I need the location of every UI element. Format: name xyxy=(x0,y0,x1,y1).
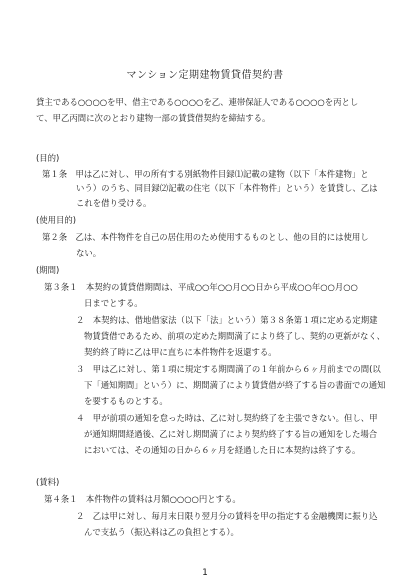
section-heading-use: (使用目的) xyxy=(36,215,77,225)
page-number: 1 xyxy=(202,568,208,578)
article-line: ２ 乙は甲に対し、毎月末日限り翌月分の賃料を甲の指定する金融機関に振り込 xyxy=(76,511,378,521)
article-line: ２ 本契約は、借地借家法（以下「法」という）第３８条第１項に定める定期建 xyxy=(76,315,378,325)
article-line: いう）のうち、同目録⑵記載の住宅（以下「本件物件」という）を賃貸し、乙は xyxy=(76,183,378,193)
article-line: 日までとする。 xyxy=(84,298,143,308)
article-line: んで支払う（振込料は乙の負担とする）。 xyxy=(84,527,239,537)
article-line: 第３条１ 本契約の賃貸借期間は、平成○○年○○月○○日から平成○○年○○月○○ xyxy=(44,282,358,292)
section-heading-term: (期間) xyxy=(36,265,60,275)
article-line: においては、その通知の日から６ヶ月を経過した日に本契約は終了する。 xyxy=(84,445,361,455)
intro-line: て、甲乙丙間に次のとおり建物一部の賃貸借契約を締結する。 xyxy=(36,113,271,123)
article-line: 下「通知期間」という）に、期間満了により賃貸借が終了する旨の書面での通知 xyxy=(84,380,386,390)
article-line: ３ 甲は乙に対し、第１項に規定する期間満了の１年前から６ヶ月前までの間(以 xyxy=(76,364,381,374)
section-heading-rent: (賃料) xyxy=(36,477,60,487)
article-line: ない。 xyxy=(76,248,102,258)
article-line: これを借り受ける。 xyxy=(76,198,152,208)
article-line: 物賃貸借であるため、前項の定めた期間満了により終了し、契約の更新がなく、 xyxy=(84,331,385,341)
article-line: を要するものとする。 xyxy=(84,396,168,406)
section-heading-purpose: (目的) xyxy=(36,153,60,163)
document-title: マンション定期建物賃貸借契約書 xyxy=(126,70,284,81)
article-line: 第２条 乙は、本件物件を自己の居住用のため使用するものとし、他の目的には使用し xyxy=(42,232,369,242)
article-line: 第４条１ 本件物件の賃料は月額○○○○円とする。 xyxy=(44,494,241,504)
article-line: 契約終了時に乙は甲に直ちに本件物件を返還する。 xyxy=(84,347,277,357)
article-line: 第１条 甲は乙に対し、甲の所有する別紙物件目録⑴記載の建物（以下「本件建物」と xyxy=(42,169,369,179)
article-line: ４ 甲が前項の通知を怠った時は、乙に対し契約終了を主張できない。但し、甲 xyxy=(76,413,378,423)
article-line: が通知期間経過後、乙に対し期間満了により契約終了する旨の通知をした場合 xyxy=(84,429,378,439)
intro-line: 貸主である○○○○を甲、借主である○○○○を乙、連帯保証人である○○○○を丙とし xyxy=(36,97,359,107)
